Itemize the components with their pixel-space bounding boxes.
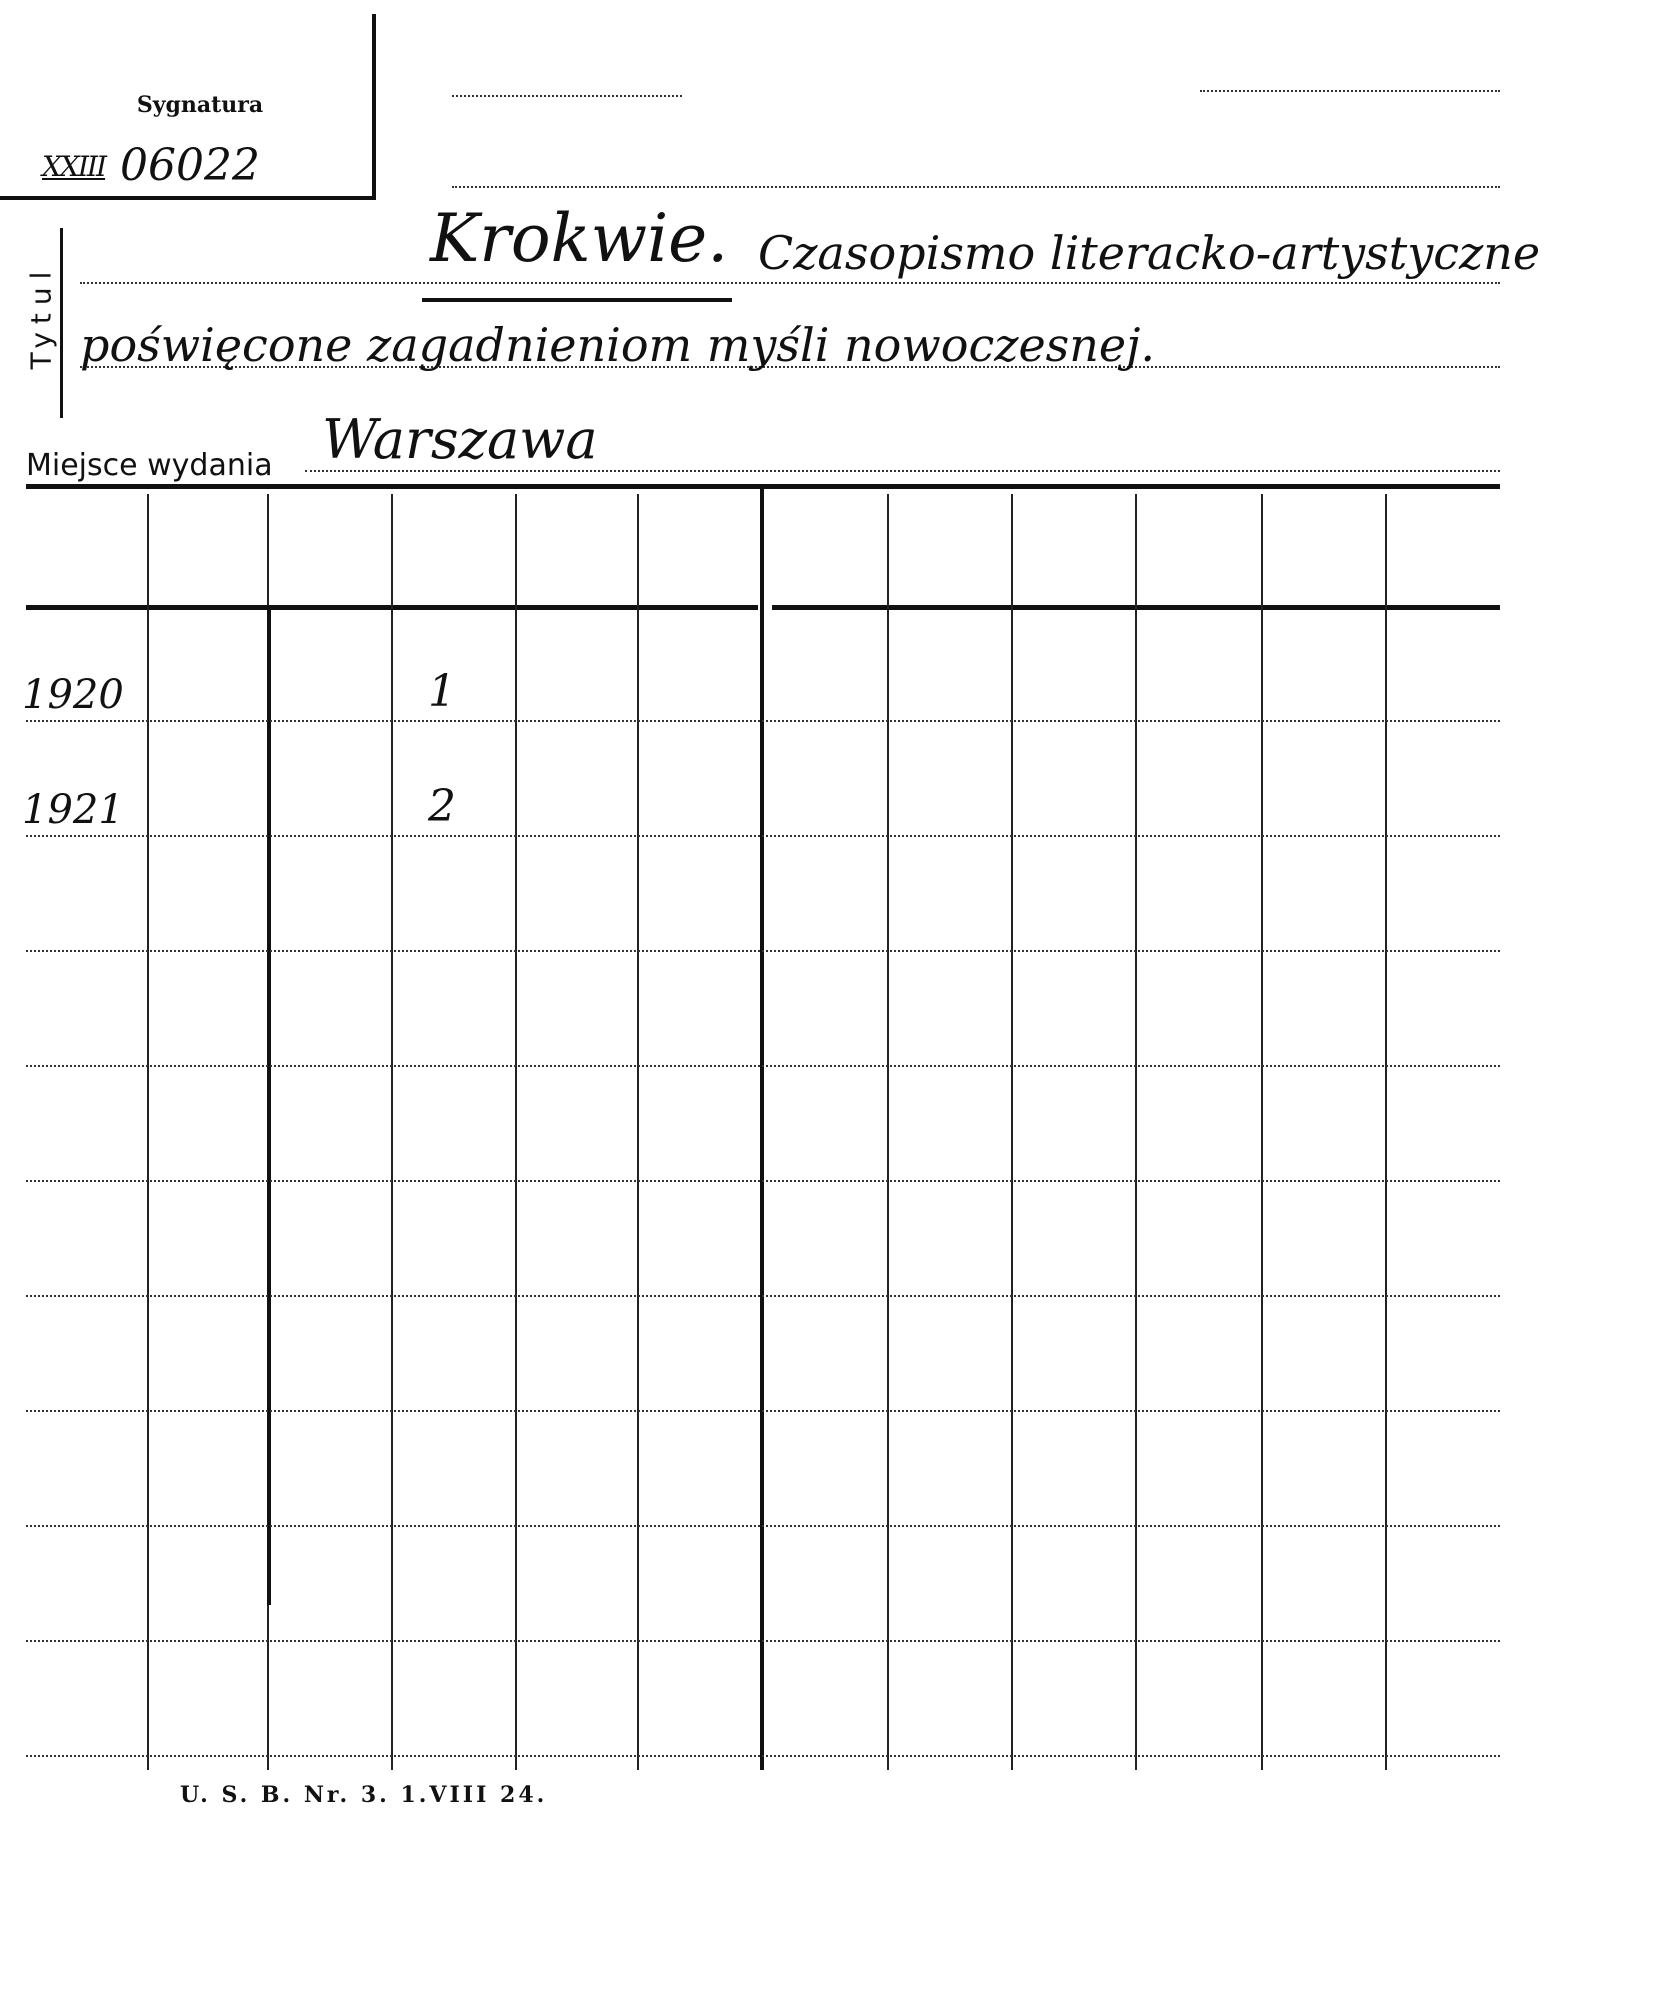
column-divider-right-2 — [1011, 494, 1013, 1770]
title-dotted-line-1 — [80, 282, 1500, 284]
row-line-8 — [26, 1640, 1500, 1642]
title-line1-rest: Czasopismo literacko-artystyczne — [758, 226, 1541, 280]
column-divider-left-5 — [637, 494, 639, 1770]
title-main-underline — [422, 298, 732, 302]
miejsce-label: Miejsce wydania — [26, 448, 273, 483]
column-divider-right-1 — [887, 494, 889, 1770]
sygnatura-prefix: XXIII — [42, 150, 106, 183]
top-dotted-line-3 — [452, 186, 1500, 188]
tytul-bracket — [60, 228, 73, 418]
column-divider-right-5 — [1385, 494, 1387, 1770]
row-line-5 — [26, 1295, 1500, 1297]
sygnatura-label: Sygnatura — [136, 92, 264, 118]
entry-rok-0: 1920 — [22, 672, 124, 718]
row-line-1 — [26, 835, 1500, 837]
entry-nr-1: 2 — [428, 781, 456, 832]
tom-divider-heavy — [267, 605, 271, 1605]
column-divider-right-4 — [1261, 494, 1263, 1770]
tytul-label: Tytul — [24, 263, 58, 370]
row-line-9 — [26, 1755, 1500, 1757]
row-line-6 — [26, 1410, 1500, 1412]
row-line-3 — [26, 1065, 1500, 1067]
row-line-7 — [26, 1525, 1500, 1527]
column-divider-left-1 — [147, 494, 149, 1770]
miejsce-value: Warszawa — [322, 408, 598, 471]
top-dotted-line-2 — [1200, 90, 1500, 92]
row-line-2 — [26, 950, 1500, 952]
title-line2: poświęcone zagadnieniom myśli nowoczesnej. — [80, 318, 1156, 372]
row-line-4 — [26, 1180, 1500, 1182]
center-divider — [760, 488, 764, 1770]
footer-print-code: U. S. B. Nr. 3. 1.VIII 24. — [180, 1782, 548, 1808]
entry-rok-1: 1921 — [22, 787, 124, 833]
entry-nr-0: 1 — [428, 666, 456, 717]
column-divider-left-4 — [515, 494, 517, 1770]
column-divider-left-3 — [391, 494, 393, 1770]
top-dotted-line-1 — [452, 95, 682, 97]
row-line-0 — [26, 720, 1500, 722]
title-main: Krokwie. — [430, 200, 729, 277]
column-divider-right-3 — [1135, 494, 1137, 1770]
sygnatura-number: 06022 — [120, 140, 260, 191]
